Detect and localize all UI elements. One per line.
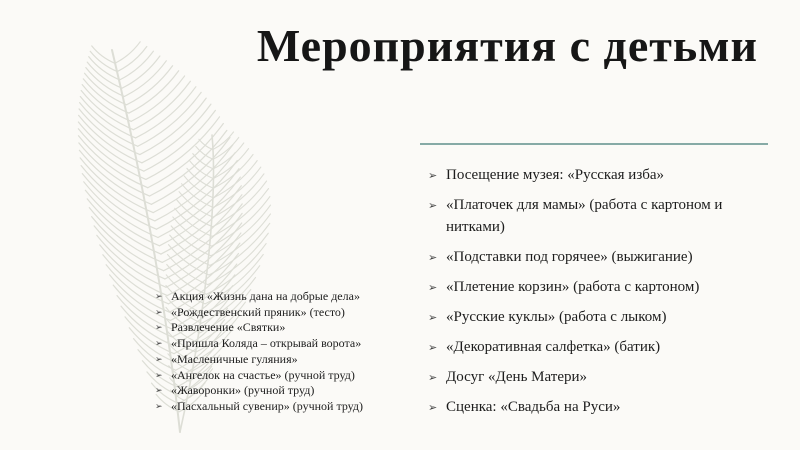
list-item-text: «Масленичные гуляния» <box>171 351 298 366</box>
list-item <box>155 352 415 368</box>
list-item-text: Посещение музея: «Русская изба» <box>446 167 665 183</box>
list-item <box>428 366 773 388</box>
arrowhead-bullet-icon: ➢ <box>428 401 438 414</box>
list-item <box>428 194 773 238</box>
arrowhead-bullet-icon: ➢ <box>428 311 438 324</box>
title-divider <box>420 143 768 145</box>
list-item-text: Развлечение «Святки» <box>171 320 286 335</box>
arrowhead-bullet-icon: ➢ <box>155 292 163 302</box>
list-item <box>428 336 773 358</box>
list-item-text: «Пасхальный сувенир» (ручной труд) <box>171 398 364 413</box>
slide-title: Мероприятия с детьми <box>256 20 758 71</box>
list-item-text: Акция «Жизнь дана на добрые дела» <box>171 289 360 303</box>
list-item <box>155 336 415 352</box>
arrowhead-bullet-icon: ➢ <box>155 401 163 412</box>
activities-list-right <box>428 164 773 426</box>
list-item <box>428 306 773 328</box>
arrowhead-bullet-icon: ➢ <box>428 281 438 294</box>
arrowhead-bullet-icon: ➢ <box>155 323 163 334</box>
arrowhead-bullet-icon: ➢ <box>155 370 163 381</box>
arrowhead-bullet-icon: ➢ <box>155 339 163 350</box>
arrowhead-bullet-icon: ➢ <box>428 251 438 264</box>
list-item-text: «Плетение корзин» (работа с картоном) <box>446 279 700 295</box>
list-item <box>155 383 415 399</box>
list-item <box>428 396 773 418</box>
list-item-text: Сценка: «Свадьба на Руси» <box>446 399 621 415</box>
arrowhead-bullet-icon: ➢ <box>155 354 163 365</box>
arrowhead-bullet-icon: ➢ <box>428 169 438 182</box>
list-item <box>155 305 415 321</box>
list-item-text: «Ангелок на счастье» (ручной труд) <box>171 367 355 382</box>
arrowhead-bullet-icon: ➢ <box>428 371 438 384</box>
list-item-text: «Русские куклы» (работа с лыком) <box>446 309 667 325</box>
arrowhead-bullet-icon: ➢ <box>428 341 438 354</box>
list-item-text: «Декоративная салфетка» (батик) <box>446 339 661 355</box>
arrowhead-bullet-icon: ➢ <box>155 386 163 397</box>
list-item <box>155 289 415 305</box>
list-item-text: «Рождественский пряник» (тесто) <box>171 304 345 319</box>
list-item <box>155 368 415 384</box>
list-item-text: Досуг «День Матери» <box>446 369 588 385</box>
list-item-text: «Подставки под горячее» (выжигание) <box>446 249 693 265</box>
list-item <box>155 399 415 415</box>
list-item-text: «Платочек для мамы» (работа с картоном и нитками) <box>446 197 723 235</box>
list-item-text: «Жаворонки» (ручной труд) <box>171 383 315 398</box>
list-item <box>428 164 773 186</box>
list-item <box>428 276 773 298</box>
arrowhead-bullet-icon: ➢ <box>428 199 438 212</box>
list-item <box>428 246 773 268</box>
arrowhead-bullet-icon: ➢ <box>155 307 163 318</box>
activities-list-left <box>155 289 415 415</box>
list-item-text: «Пришла Коляда – открывай ворота» <box>171 336 362 351</box>
list-item <box>155 320 415 336</box>
